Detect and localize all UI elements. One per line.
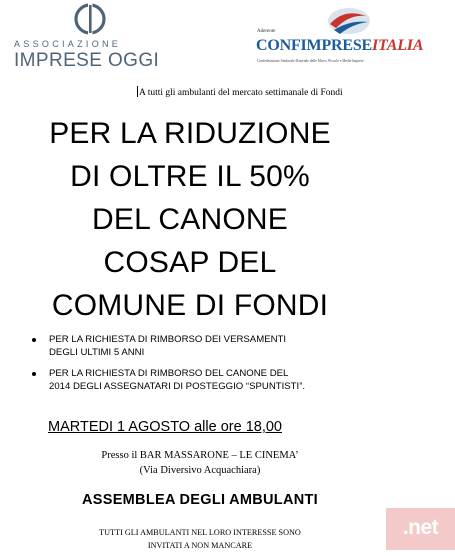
bullet-dot-icon	[32, 372, 36, 376]
recipients-text: A tutti gli ambulanti del mercato settimanale di Fondi	[139, 88, 343, 98]
headline-line: COSAP DEL	[103, 246, 277, 279]
venue-address: (Via Diversivo Acquachiara)	[139, 465, 261, 476]
headline	[0, 112, 380, 327]
imprese-oggi-logo	[14, 2, 169, 76]
logo-left-line1: ASSOCIAZIONE	[14, 39, 122, 49]
watermark-badge: .net	[386, 508, 455, 550]
bullet-line: PER LA RICHIESTA DI RIMBORSO DEI VERSAMENTI	[49, 334, 287, 345]
bullet-list	[30, 333, 350, 401]
text-cursor	[137, 86, 138, 97]
venue-name: Presso il BAR MASSARONE – LE CINEMA’	[101, 450, 299, 461]
logo-right-aderente: Aderente	[257, 29, 276, 34]
bullet-item	[30, 333, 350, 359]
invite-line: TUTTI GLI AMBULANTI NEL LORO INTERESSE SONO	[99, 528, 301, 537]
bullet-dot-icon	[32, 338, 36, 342]
headline-line: COMUNE DI FONDI	[51, 289, 329, 322]
logo-right-brand-part2: ITALIA	[372, 37, 424, 54]
logo-right-subtitle: Confederazione Sindacale Datoriale delle Micro, Piccole e Medie Imprese	[257, 59, 364, 63]
recipients-line	[137, 86, 343, 98]
invite-line: INVITATI A NON MANCARE	[147, 541, 253, 550]
assembly-title: ASSEMBLEA DEGLI AMBULANTI	[81, 492, 318, 508]
bullet-line: DEGLI ULTIMI 5 ANNI	[49, 347, 145, 358]
bullet-line: PER LA RICHIESTA DI RIMBORSO DEL CANONE DEL	[49, 368, 289, 379]
venue	[0, 448, 400, 478]
meeting-date: MARTEDI 1 AGOSTO alle ore 18,00	[48, 419, 282, 435]
imprese-oggi-mark-icon	[70, 2, 110, 36]
logo-left-line2: IMPRESE OGGI	[14, 50, 160, 71]
confimprese-italia-logo	[246, 6, 451, 76]
logo-right-brand-part1: CONFIMPRESE	[256, 37, 373, 54]
logo-right-brand	[256, 37, 423, 55]
headline-line: DI OLTRE IL 50%	[70, 160, 310, 193]
headline-line: DEL CANONE	[92, 203, 288, 236]
headline-line: PER LA RIDUZIONE	[49, 117, 331, 150]
invite-text	[0, 526, 400, 552]
bullet-line: 2014 DEGLI ASSEGNATARI DI POSTEGGIO “SPUNTISTI”.	[49, 381, 306, 392]
confimprese-swirl-icon	[326, 6, 372, 36]
bullet-item	[30, 367, 350, 393]
